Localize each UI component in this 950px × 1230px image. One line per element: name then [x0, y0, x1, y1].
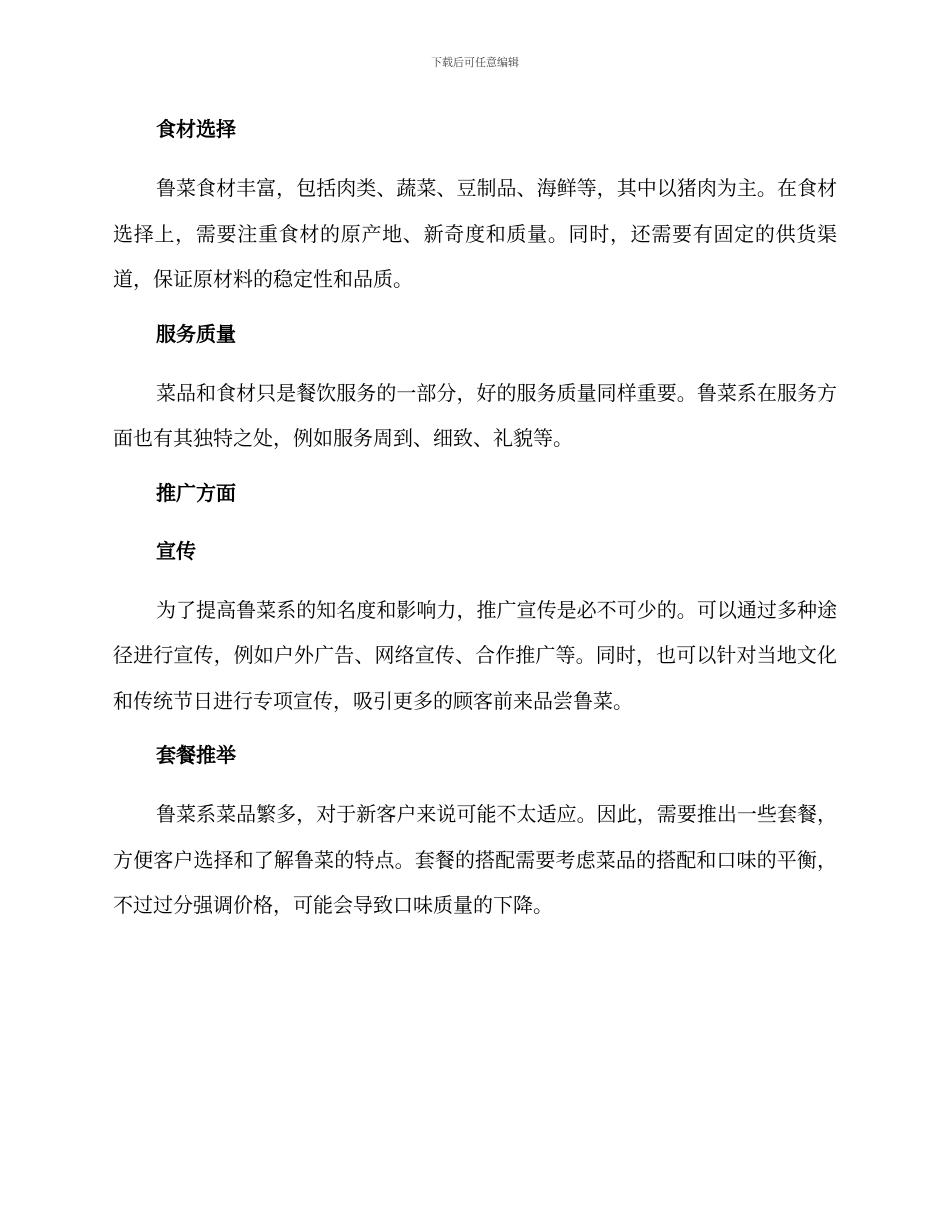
section-heading-promotion: 推广方面 — [156, 480, 236, 505]
section-paragraph-set-meals: 鲁菜系菜品繁多，对于新客户来说可能不太适应。因此，需要推出一些套餐，方便客户选择和了解鲁菜的特点。套餐的搭配需要考虑菜品的搭配和口味的平衡，不过过分强调价格，可能会导致口味质量的下降。 — [113, 802, 837, 917]
section-paragraph-ingredients: 鲁菜食材丰富，包括肉类、蔬菜、豆制品、海鲜等，其中以猪肉为主。在食材选择上，需要注重食材的原产地、新奇度和质量。同时，还需要有固定的供货渠道，保证原材料的稳定性和品质。 — [113, 176, 837, 291]
section-heading-ingredients: 食材选择 — [156, 117, 236, 141]
section-paragraph-publicity: 为了提高鲁菜系的知名度和影响力，推广宣传是必不可少的。可以通过多种途径进行宣传，例如户外广告、网络宣传、合作推广等。同时，也可以针对当地文化和传统节日进行专项宣传，吸引更多的顾客前来品尝鲁菜。 — [113, 597, 837, 713]
page-header-note: 下载后可任意编辑 — [431, 56, 519, 69]
section-heading-publicity: 宣传 — [156, 538, 196, 563]
section-paragraph-service: 菜品和食材只是餐饮服务的一部分，好的服务质量同样重要。鲁菜系在服务方面也有其独特之处，例如服务周到、细致、礼貌等。 — [113, 380, 837, 450]
section-heading-service: 服务质量 — [156, 321, 236, 346]
section-heading-set-meals: 套餐推举 — [156, 743, 236, 767]
document-body — [113, 110, 837, 929]
